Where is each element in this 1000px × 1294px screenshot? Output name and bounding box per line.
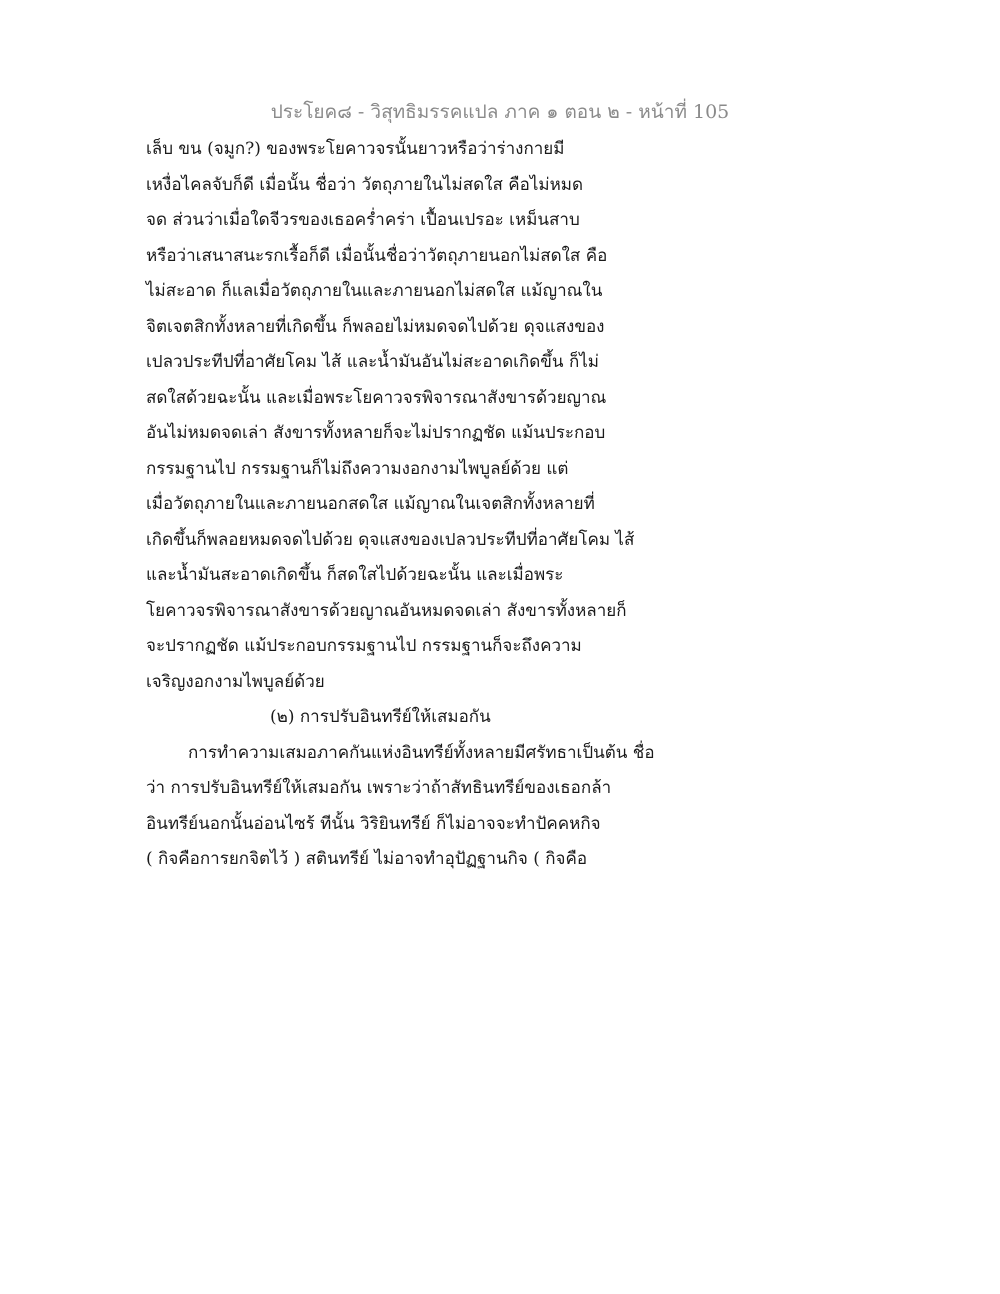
text-line: เปลวประทีปที่อาศัยโคม ไส้ และน้ำมันอันไม่สะอาดเกิดขึ้น ก็ไม่	[146, 352, 599, 372]
text-line: เล็บ ขน (จมูก?) ของพระโยคาวจรนั้นยาวหรือว่าร่างกายมี	[146, 139, 565, 159]
text-line: สดใสด้วยฉะนั้น และเมื่อพระโยคาวจรพิจารณาสังขารด้วยญาณ	[146, 387, 607, 408]
text-line: และน้ำมันสะอาดเกิดขึ้น ก็สดใสไปด้วยฉะนั้น และเมื่อพระ	[146, 565, 564, 585]
text-line: ว่า การปรับอินทรีย์ให้เสมอกัน เพราะว่าถ้าสัทธินทรีย์ของเธอกล้า	[146, 778, 612, 798]
text-line: จิตเจตสิกทั้งหลายที่เกิดขึ้น ก็พลอยไม่หมดจดไปด้วย ดุจแสงของ	[146, 316, 605, 337]
text-line: ( กิจคือการยกจิตไว้ ) สตินทรีย์ ไม่อาจทำอุปัฏฐานกิจ ( กิจคือ	[146, 849, 588, 869]
text-line: จด ส่วนว่าเมื่อใดจีวรของเธอคร่ำคร่า เปื้อนเปรอะ เหม็นสาบ	[146, 210, 580, 230]
text-line: กรรมฐานไป กรรมฐานก็ไม่ถึงความงอกงามไพบูลย์ด้วย แต่	[146, 458, 569, 479]
text-line: เมื่อวัตถุภายในและภายนอกสดใส แม้ญาณในเจตสิกทั้งหลายที่	[146, 494, 595, 514]
text-line: หรือว่าเสนาสนะรกเรื้อก็ดี เมื่อนั้นชื่อว่าวัตถุภายนอกไม่สดใส คือ	[146, 245, 608, 266]
text-line: เกิดขึ้นก็พลอยหมดจดไปด้วย ดุจแสงของเปลวประทีปที่อาศัยโคม ไส้	[146, 529, 635, 550]
text-line: อินทรีย์นอกนั้นอ่อนไซร้ ทีนั้น วิริยินทรีย์ ก็ไม่อาจจะทำปัคคหกิจ	[146, 813, 601, 834]
paragraph-first-line: การทำความเสมอภาคกันแห่งอินทรีย์ทั้งหลายมีศรัทธาเป็นต้น ชื่อ	[188, 742, 655, 763]
text-line: ไม่สะอาด ก็แลเมื่อวัตถุภายในและภายนอกไม่สดใส แม้ญาณใน	[146, 281, 603, 301]
text-line: อันไม่หมดจดเล่า สังขารทั้งหลายก็จะไม่ปรากฏชัด แม้นประกอบ	[146, 423, 606, 443]
running-header: ประโยค๘ - วิสุทธิมรรคแปล ภาค ๑ ตอน ๒ - หน้าที่ 105	[270, 101, 730, 123]
text-line: โยคาวจรพิจารณาสังขารด้วยญาณอันหมดจดเล่า สังขารทั้งหลายก็	[146, 600, 627, 621]
body-text	[146, 132, 706, 878]
text-line: เจริญงอกงามไพบูลย์ด้วย	[146, 671, 325, 692]
section-heading: (๒) การปรับอินทรีย์ให้เสมอกัน	[270, 707, 491, 727]
text-line: เหงื่อไคลจับก็ดี เมื่อนั้น ชื่อว่า วัตถุภายในไม่สดใส คือไม่หมด	[146, 174, 584, 195]
text-line: จะปรากฏชัด แม้ประกอบกรรมฐานไป กรรมฐานก็จะถึงความ	[146, 636, 582, 656]
